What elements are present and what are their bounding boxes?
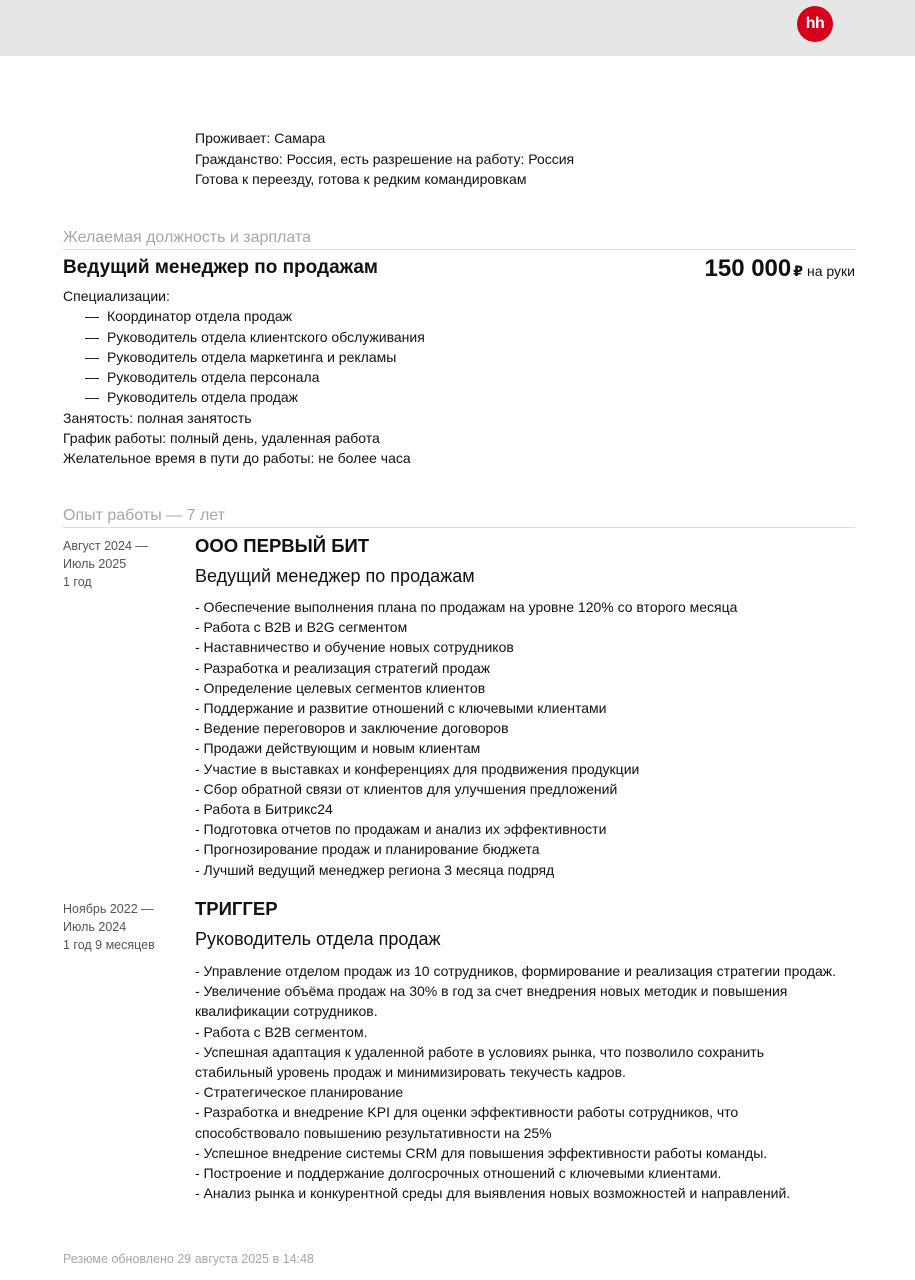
duty-item: - Лучший ведущий менеджер региона 3 месяца подряд <box>195 861 555 878</box>
job-title: Руководитель отдела продаж <box>195 929 441 949</box>
duty-item: - Ведение переговоров и заключение договоров <box>195 720 509 737</box>
duty-item: - Наставничество и обучение новых сотрудников <box>195 639 514 656</box>
experience-section-title: Опыт работы — 7 лет <box>63 506 855 528</box>
duty-item: - Увеличение объёма продаж на 30% в год за счет внедрения новых методик и повышения квалификации сотрудников. <box>195 983 788 1020</box>
commute-line: Желательное время в пути до работы: не более часа <box>63 450 411 467</box>
top-bar <box>0 0 915 56</box>
duty-item: - Разработка и внедрение KPI для оценки эффективности работы сотрудников, что способствовало повышению результативности на 25% <box>195 1104 739 1141</box>
employment-line: Занятость: полная занятость <box>63 409 252 426</box>
duty-item: - Работа в Битрикс24 <box>195 801 333 818</box>
schedule-line: График работы: полный день, удаленная работа <box>63 430 380 447</box>
duty-item: - Определение целевых сегментов клиентов <box>195 679 486 696</box>
duty-item: - Управление отделом продаж из 10 сотрудников, формирование и реализация стратегии продаж. <box>195 963 837 979</box>
duty-item: - Продажи действующим и новым клиентам <box>195 740 481 757</box>
job-dates: Ноябрь 2022 — Июль 2024 1 год 9 месяцев <box>63 902 155 952</box>
job-dates: Август 2024 — Июль 2025 1 год <box>63 539 148 589</box>
desired-section-title: Желаемая должность и зарплата <box>63 228 855 250</box>
duty-item: - Стратегическое планирование <box>195 1084 404 1101</box>
duty-item: - Обеспечение выполнения плана по продажам на уровне 120% со второго месяца <box>195 599 738 615</box>
updated-timestamp: Резюме обновлено 29 августа 2025 в 14:48 <box>63 1252 314 1266</box>
salary-currency: ₽ <box>793 263 804 279</box>
duty-item: - Анализ рынка и конкурентной среды для выявления новых возможностей и направлений. <box>195 1185 791 1202</box>
duty-item: - Работа с B2B и B2G сегментом <box>195 619 408 636</box>
specialization-item: — Руководитель отдела персонала <box>85 369 320 386</box>
specialization-item: — Руководитель отдела маркетинга и рекламы <box>85 348 397 365</box>
duty-item: - Поддержание и развитие отношений с ключевыми клиентами <box>195 700 607 717</box>
salary <box>705 255 856 283</box>
residence-line: Проживает: Самара <box>195 130 326 146</box>
hh-logo[interactable]: hh <box>797 6 833 42</box>
specialization-item: — Руководитель отдела продаж <box>85 389 299 406</box>
duty-item: - Прогнозирование продаж и планирование бюджета <box>195 841 540 858</box>
specializations-label: Специализации: <box>63 288 170 304</box>
salary-amount: 150 000 <box>704 255 792 282</box>
specialization-item: — Координатор отдела продаж <box>85 308 293 325</box>
specializations-list <box>63 306 425 407</box>
duty-item: - Разработка и реализация стратегий продаж <box>195 659 491 676</box>
specialization-item: — Руководитель отдела клиентского обслуживания <box>85 328 425 345</box>
citizenship-line: Гражданство: Россия, есть разрешение на работу: Россия <box>195 150 575 167</box>
company-name: ТРИГГЕР <box>195 898 278 919</box>
duty-item: - Работа с B2B сегментом. <box>195 1023 368 1040</box>
duty-item: - Подготовка отчетов по продажам и анализ их эффективности <box>195 821 607 838</box>
duty-item: - Построение и поддержание долгосрочных отношений с ключевыми клиентами. <box>195 1165 722 1182</box>
job-duties <box>195 961 845 1203</box>
job-title: Ведущий менеджер по продажам <box>195 566 475 586</box>
desired-position: Ведущий менеджер по продажам <box>63 257 378 278</box>
job-duties <box>195 597 845 880</box>
duty-item: - Успешная адаптация к удаленной работе в условиях рынка, что позволило сохранить стабильный уровень продаж и минимизировать текучесть кадров. <box>195 1043 764 1081</box>
duty-item: - Успешное внедрение системы CRM для повышения эффективности работы команды. <box>195 1144 768 1161</box>
duty-item: - Участие в выставках и конференциях для продвижения продукции <box>195 760 640 777</box>
relocation-line: Готова к переезду, готова к редким командировкам <box>195 171 527 187</box>
desired-details <box>63 286 425 469</box>
company-name: ООО ПЕРВЫЙ БИТ <box>195 535 370 556</box>
salary-note: на руки <box>807 263 855 279</box>
duty-item: - Сбор обратной связи от клиентов для улучшения предложений <box>195 780 618 797</box>
personal-info <box>195 128 574 190</box>
